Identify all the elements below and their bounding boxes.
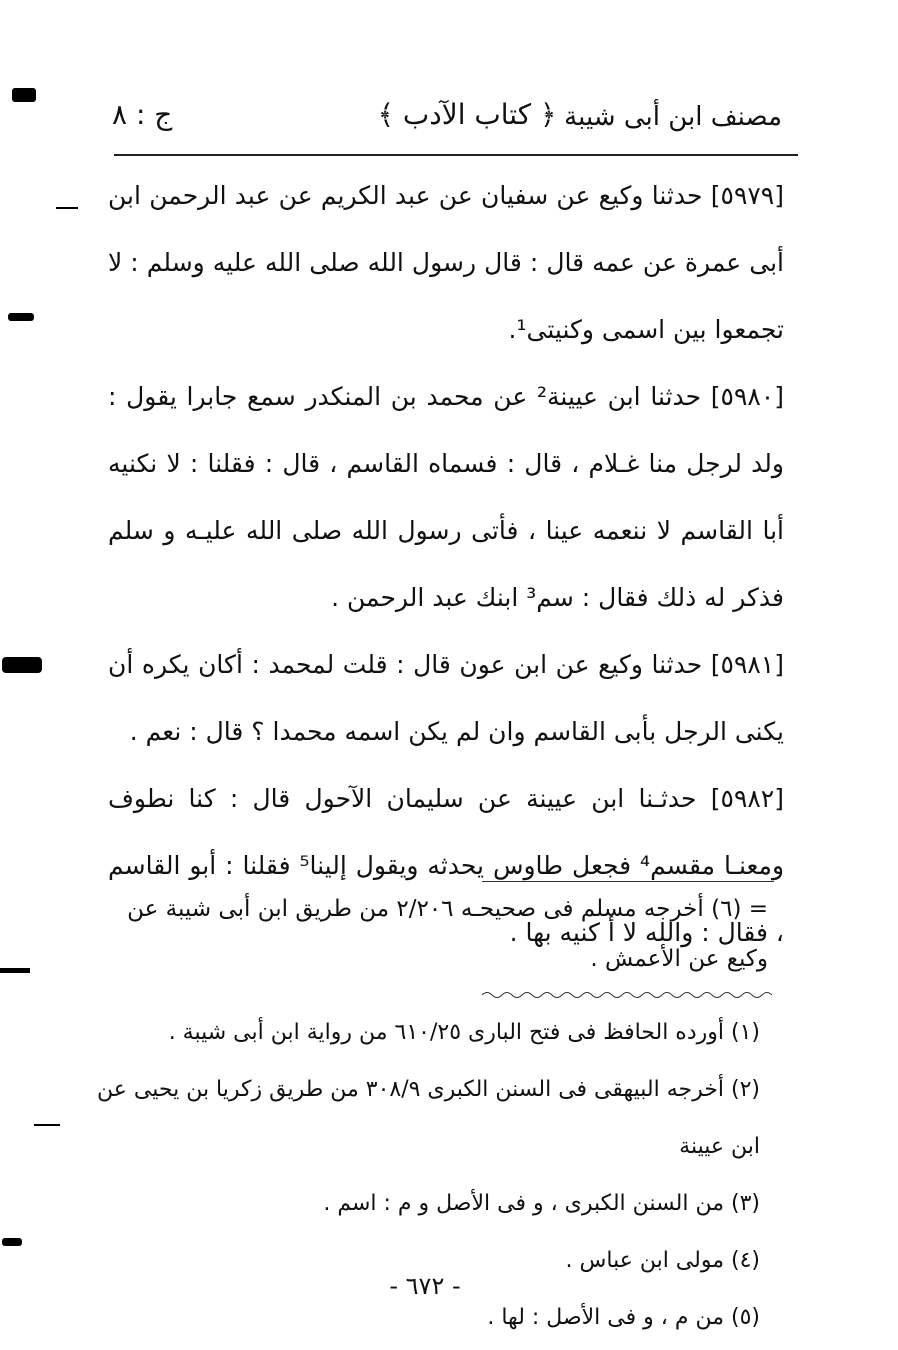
volume-label: ج : ٨ [112, 98, 173, 131]
scan-mark-7 [34, 1124, 60, 1126]
scan-mark-4 [0, 968, 30, 973]
page-number: - ٦٧٢ - [389, 1272, 461, 1300]
footnote-2: (٢) أخرجه البيهقى فى السنن الكبرى ٣٠٨/٩ من طريق زكريا بن يحيى عن ابن عيينة [97, 1077, 760, 1159]
footnote-3: (٣) من السنن الكبرى ، و فى الأصل و م : اسم . [323, 1191, 760, 1216]
scan-mark-6 [56, 207, 78, 209]
chapter-title: ﴿ كتاب الآدب ﴾ [377, 98, 557, 131]
hadith-text [108, 162, 784, 966]
hadith-5980: [٥٩٨٠] حدثنا ابن عيينة² عن محمد بن المنكدر سمع جابرا يقول : ولد لرجل منا غـلام ، قال : فسماه القاسم ، قال : فقلنا : لا نكنيه أبا القاسم لا ننعمه عينا ، فأتى رسول الله صلى الله عليـه و سلم فذكر له ذلك فقال : سم³ ابنك عبد الرحمن . [108, 382, 784, 612]
wavy-divider [482, 990, 772, 1000]
hadith-5982: [٥٩٨٢] حدثـنا ابن عيينة عن سليمان الآحول قال : كنا نطوف ومعنـا مقسم⁴ فجعل طاوس يحدثه ويقول إلينا⁵ فقلنا : أبو القاسم ، فقال : والله لا أ كنيه بها . [108, 784, 785, 947]
note-divider [482, 881, 774, 882]
scan-mark-2 [8, 313, 34, 321]
carried-footnote: = (٦) أخرجه مسلم فى صحيحـه ٢/٢٠٦ من طريق ابن أبى شيبة عن وكيع عن الأعمش . [127, 896, 768, 972]
page-header [112, 90, 792, 150]
footnote-5: (٥) من م ، و فى الأصل : لها . [487, 1305, 760, 1330]
scan-mark-1 [12, 88, 36, 102]
hadith-5979: [٥٩٧٩] حدثنا وكيع عن سفيان عن عبد الكريم عن عبد الرحمن ابن أبى عمرة عن عمه قال : قال رسول الله صلى الله عليه وسلم : لا تجمعوا بين اسمى وكنيتى¹. [108, 181, 784, 344]
scan-mark-3 [2, 657, 42, 673]
footnote-1: (١) أورده الحافظ فى فتح البارى ٦١٠/٢٥ من رواية ابن أبى شيبة . [168, 1020, 760, 1045]
scan-mark-5 [2, 1238, 22, 1246]
book-title: مصنف ابن أبى شيبة [564, 102, 782, 132]
hadith-5981: [٥٩٨١] حدثنا وكيع عن ابن عون قال : قلت لمحمد : أكان يكره أن يكنى الرجل بأبى القاسم وان لم يكن اسمه محمدا ؟ قال : نعم . [108, 650, 784, 746]
footnote-4: (٤) مولى ابن عباس . [565, 1248, 760, 1273]
header-rule [114, 154, 798, 156]
